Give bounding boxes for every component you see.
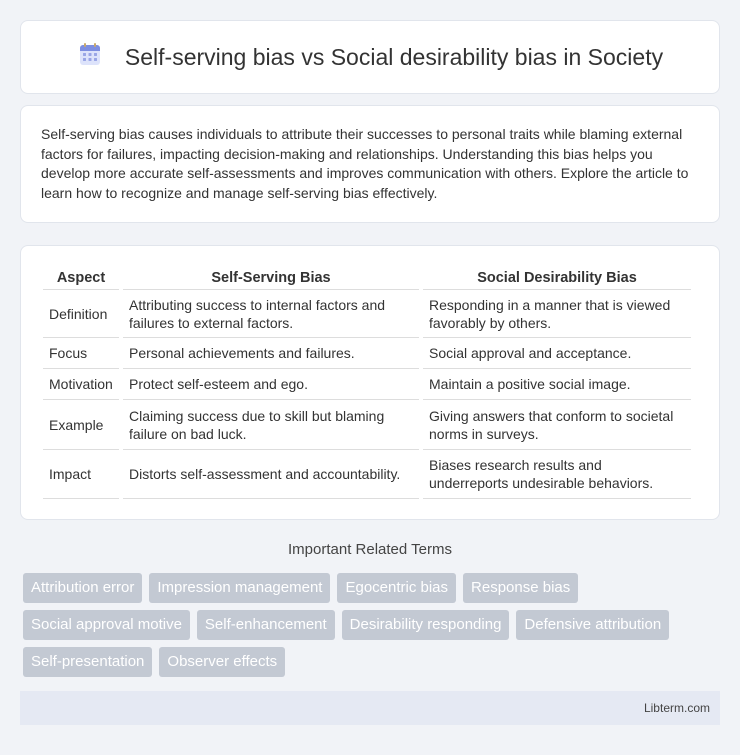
intro-card [20,105,720,223]
page-title: Self-serving bias vs Social desirability bias in Society [124,43,664,70]
tag-self-enhancement[interactable]: Self-enhancement [197,610,335,640]
cell-self-serving: Personal achievements and failures. [123,338,419,369]
comparison-table [39,266,695,499]
comparison-table-card [20,245,720,520]
cell-self-serving: Claiming success due to skill but blaming failure on bad luck. [123,400,419,450]
cell-social-desirability: Responding in a manner that is viewed favorably by others. [423,290,691,338]
tag-attribution-error[interactable]: Attribution error [23,573,142,603]
cell-social-desirability: Maintain a positive social image. [423,369,691,400]
tag-desirability-responding[interactable]: Desirability responding [342,610,510,640]
header-aspect: Aspect [43,266,119,290]
table-row [43,369,691,400]
header-self-serving-bias: Self-Serving Bias [123,266,419,290]
tag-defensive-attribution[interactable]: Defensive attribution [516,610,669,640]
tag-social-approval-motive[interactable]: Social approval motive [23,610,190,640]
footer-site-link[interactable]: Libterm.com [643,701,710,715]
cell-social-desirability: Biases research results and underreports undesirable behaviors. [423,450,691,499]
intro-paragraph: Self-serving bias causes individuals to attribute their successes to personal traits while blaming external factors for failures, impacting decision-making and relationships. Understanding this bias helps you develop more accurate self-assessments and improves communication with others. Explore the article to learn how to recognize and manage self-serving bias effectively. [41,126,689,201]
footer-bar [20,691,720,725]
table-row [43,400,691,450]
cell-aspect: Example [43,400,119,450]
related-terms-list [23,573,723,677]
tag-impression-management[interactable]: Impression management [149,573,330,603]
cell-aspect: Impact [43,450,119,499]
table-row [43,290,691,338]
cell-social-desirability: Social approval and acceptance. [423,338,691,369]
tag-observer-effects[interactable]: Observer effects [159,647,285,677]
tag-self-presentation[interactable]: Self-presentation [23,647,152,677]
cell-self-serving: Attributing success to internal factors and failures to external factors. [123,290,419,338]
table-row [43,450,691,499]
tag-egocentric-bias[interactable]: Egocentric bias [337,573,456,603]
cell-social-desirability: Giving answers that conform to societal norms in surveys. [423,400,691,450]
cell-aspect: Definition [43,290,119,338]
table-header-row [43,266,691,290]
header-social-desirability-bias: Social Desirability Bias [423,266,691,290]
table-row [43,338,691,369]
related-terms-title: Important Related Terms [288,541,452,558]
cell-aspect: Focus [43,338,119,369]
cell-aspect: Motivation [43,369,119,400]
tag-response-bias[interactable]: Response bias [463,573,578,603]
header-card [20,20,720,94]
cell-self-serving: Distorts self-assessment and accountability. [123,450,419,499]
cell-self-serving: Protect self-esteem and ego. [123,369,419,400]
calendar-grid-icon [77,42,103,73]
